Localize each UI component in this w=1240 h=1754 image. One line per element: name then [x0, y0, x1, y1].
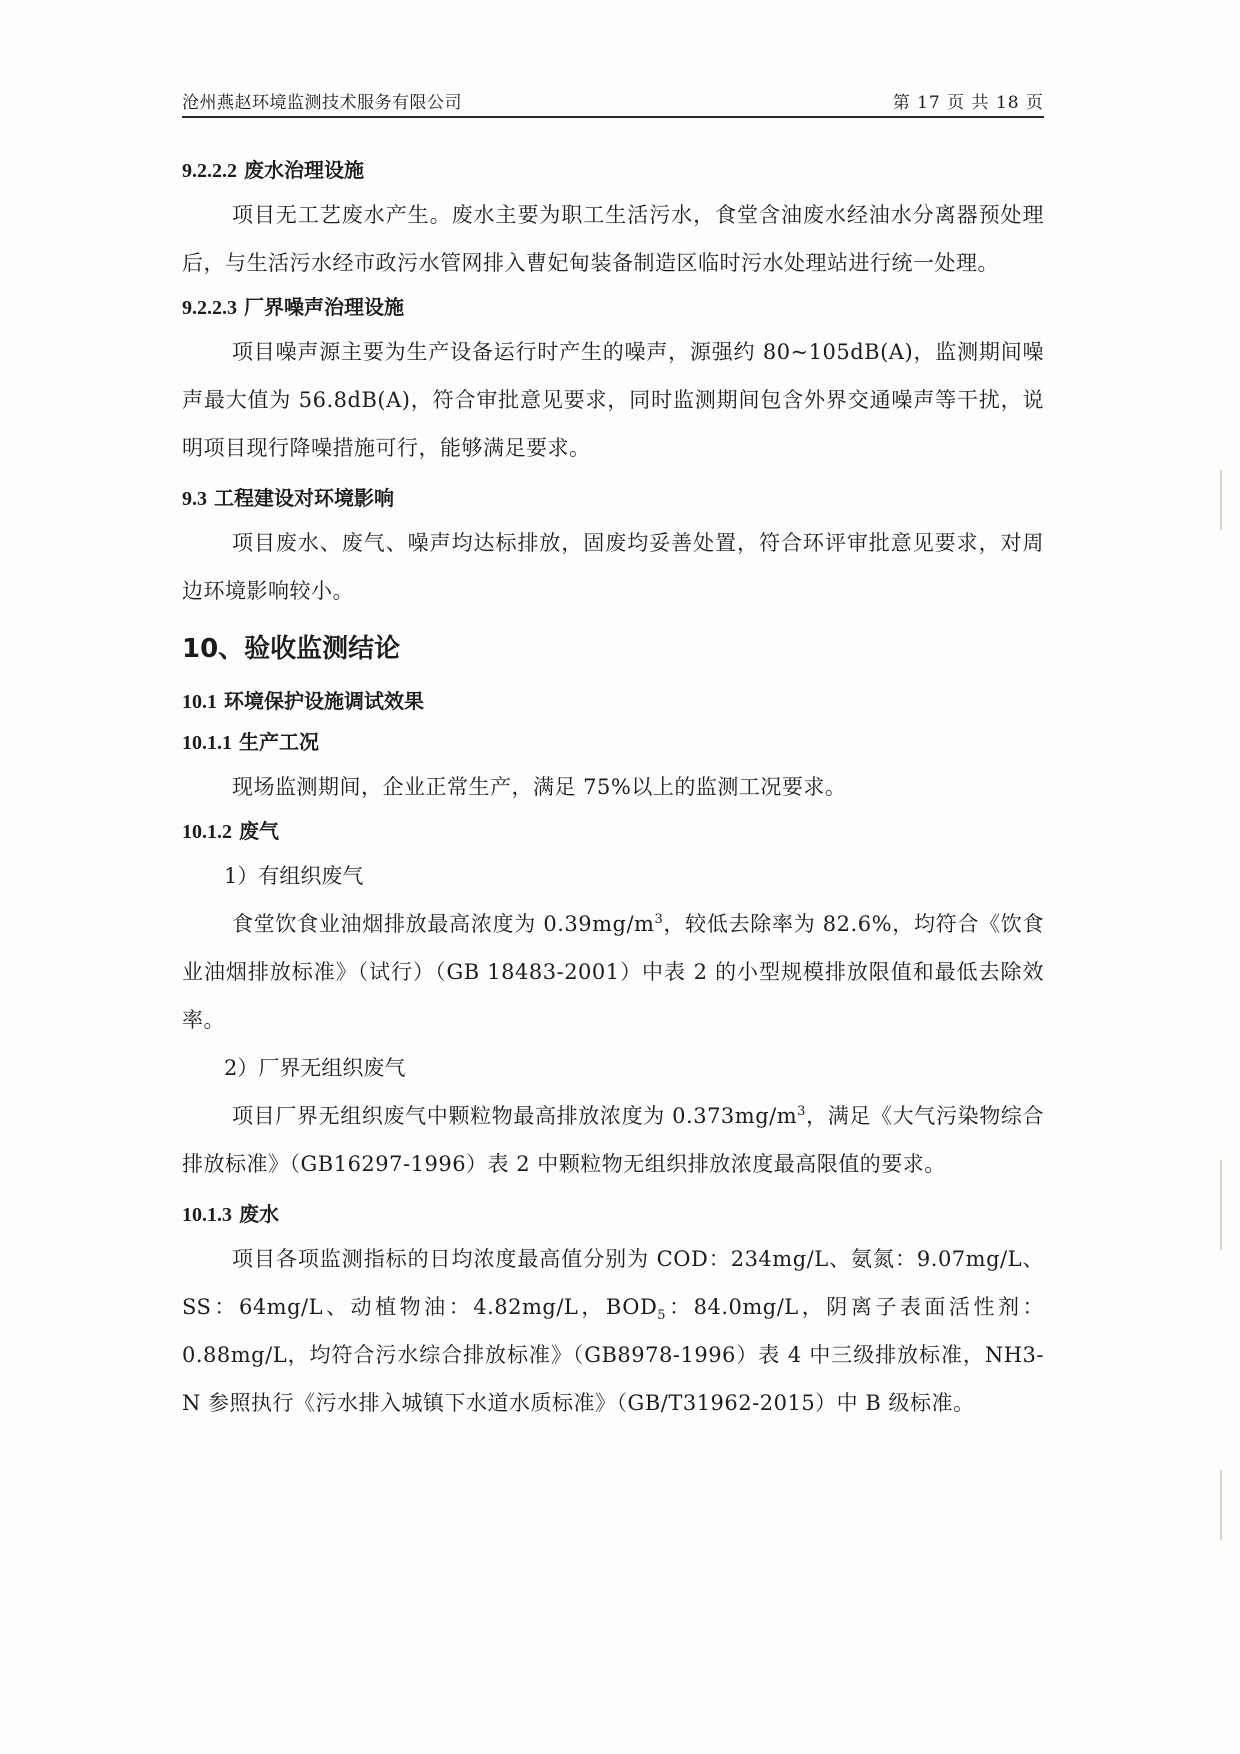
heading-10: 10、验收监测结论	[182, 634, 401, 664]
heading-10-1	[182, 681, 1044, 722]
heading-number: 9.2.2.3	[182, 297, 237, 319]
text-run: ，满足《大气污染物综合排放标准》（GB16297-1996）表 2 中颗粒物无组织排放浓度最高限值的要求。	[182, 1104, 1045, 1176]
paragraph-production-conditions: 现场监测期间，企业正常生产，满足 75%以上的监测工况要求。	[232, 775, 847, 799]
scan-edge-mark	[1220, 1470, 1222, 1540]
heading-text: 废水治理设施	[243, 158, 364, 182]
paragraph-wastewater-facilities: 项目无工艺废水产生。废水主要为职工生活污水，食堂含油废水经油水分离器预处理后，与生活污水经市政污水管网排入曹妃甸装备制造区临时污水处理站进行统一处理。	[182, 203, 1044, 275]
heading-10-1-1	[182, 722, 1044, 763]
superscript: 3	[797, 1104, 806, 1119]
company-name: 沧州燕赵环境监测技术服务有限公司	[182, 93, 462, 113]
heading-text: 工程建设对环境影响	[213, 486, 394, 510]
page-header	[182, 86, 1044, 118]
page-number: 第 17 页 共 18 页	[892, 93, 1044, 113]
superscript: 3	[654, 912, 664, 927]
subscript: 5	[657, 1308, 667, 1324]
list-item-fugitive-exhaust: 2）厂界无组织废气	[224, 1056, 406, 1080]
heading-text: 厂界噪声治理设施	[243, 295, 404, 319]
paragraph-fugitive-exhaust	[182, 1092, 1044, 1188]
paragraph-noise-facilities: 项目噪声源主要为生产设备运行时产生的噪声，源强约 80~105dB(A)，监测期间噪声最大值为 56.8dB(A)，符合审批意见要求，同时监测期间包含外界交通噪声等干扰，说明项目现行降噪措施可行，能够满足要求。	[182, 340, 1044, 460]
heading-number: 10.1.3	[182, 1204, 232, 1226]
heading-9-3	[182, 478, 1044, 519]
scan-edge-mark	[1220, 470, 1222, 530]
heading-text: 生产工况	[238, 730, 319, 754]
heading-10-1-3	[182, 1194, 1044, 1235]
text-run: 食堂饮食业油烟排放最高浓度为 0.39mg/m	[232, 912, 655, 936]
text-run: 项目各项监测指标的日均浓度最高值分别为 COD：234mg/L、氨氮：9.07mg/L、SS：64mg/L、动植物油：4.82mg/L，BOD	[182, 1247, 1044, 1319]
heading-text: 废气	[238, 819, 279, 843]
heading-number: 10.1	[182, 691, 217, 713]
text-run: ：84.0mg/L，阴离子表面活性剂：0.88mg/L，均符合污水综合排放标准》（GB8978-1996）表 4 中三级排放标准，NH3-N 参照执行《污水排入城镇下水道水质标准》（GB/T31962-2015）中 B 级标准。	[182, 1295, 1044, 1415]
paragraph-organized-exhaust	[182, 900, 1044, 1044]
heading-10-1-2	[182, 811, 1044, 852]
heading-9-2-2-2	[182, 150, 1044, 191]
heading-number: 10.1.2	[182, 821, 232, 843]
heading-number: 9.3	[182, 488, 207, 510]
heading-text: 环境保护设施调试效果	[223, 689, 424, 713]
scan-edge-mark	[1220, 1160, 1222, 1250]
text-run: 项目厂界无组织废气中颗粒物最高排放浓度为 0.373mg/m	[232, 1104, 798, 1128]
paragraph-environmental-impact: 项目废水、废气、噪声均达标排放，固废均妥善处置，符合环评审批意见要求，对周边环境影响较小。	[182, 531, 1044, 603]
text-run: ，较低去除率为 82.6%，均符合《饮食业油烟排放标准》（试行）（GB 18483-2001）中表 2 的小型规模排放限值和最低去除效率。	[182, 912, 1044, 1032]
heading-number: 10.1.1	[182, 732, 232, 754]
heading-text: 废水	[238, 1202, 279, 1226]
list-item-organized-exhaust: 1）有组织废气	[224, 864, 364, 888]
paragraph-wastewater-results	[182, 1235, 1044, 1427]
heading-9-2-2-3	[182, 287, 1044, 328]
document-body	[182, 150, 1044, 1427]
heading-number: 9.2.2.2	[182, 160, 237, 182]
